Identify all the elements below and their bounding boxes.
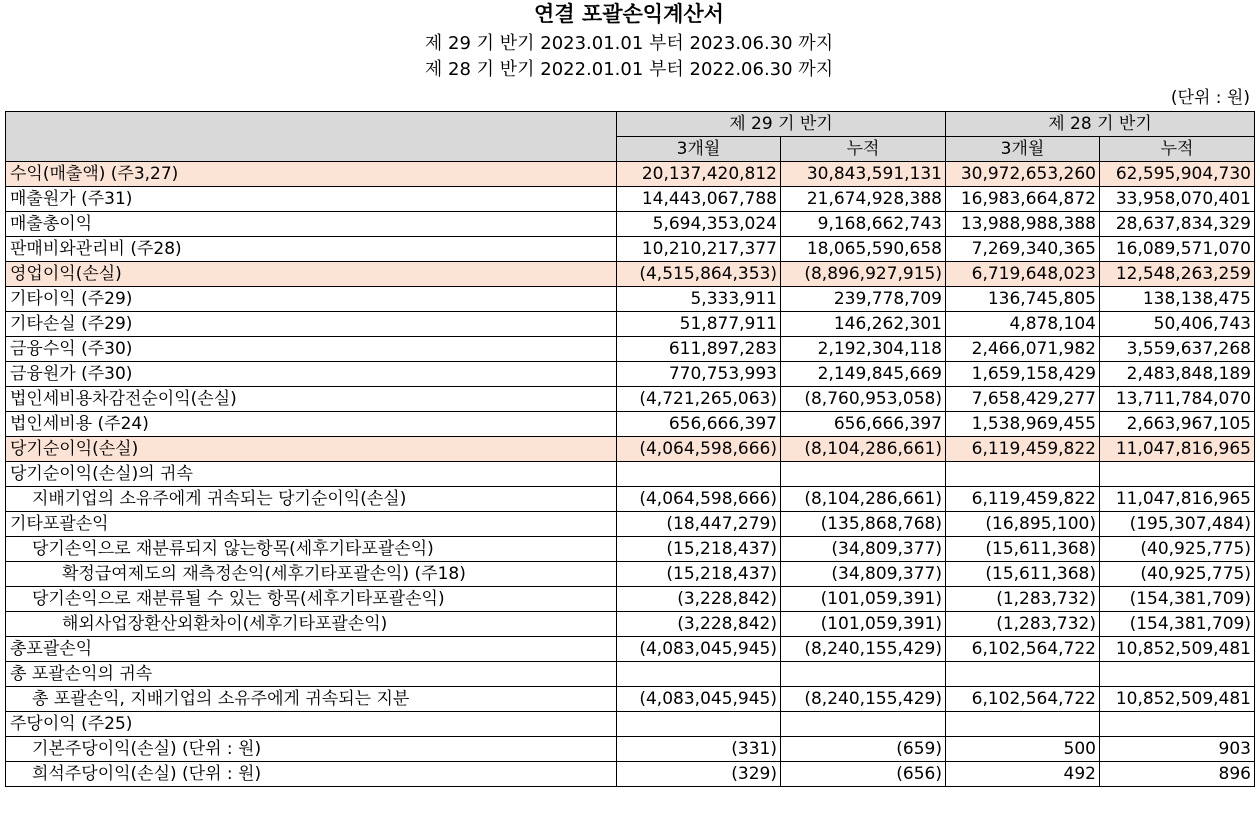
- row-value: 239,778,709: [781, 287, 946, 312]
- header-row-group: [6, 112, 1255, 137]
- row-value: 20,137,420,812: [617, 162, 781, 187]
- table-row: [6, 712, 1255, 737]
- row-value: [617, 462, 781, 487]
- row-value: (34,809,377): [781, 562, 946, 587]
- row-label: 기본주당이익(손실) (단위 : 원): [6, 737, 617, 762]
- row-value: (4,064,598,666): [617, 437, 781, 462]
- unit-label: (단위 : 원): [1170, 88, 1250, 108]
- row-value: (3,228,842): [617, 612, 781, 637]
- row-value: (195,307,484): [1100, 512, 1255, 537]
- row-value: 611,897,283: [617, 337, 781, 362]
- row-value: 21,674,928,388: [781, 187, 946, 212]
- row-value: (15,611,368): [946, 537, 1100, 562]
- table-row: [6, 687, 1255, 712]
- row-value: (8,240,155,429): [781, 637, 946, 662]
- row-label: 금융원가 (주30): [6, 362, 617, 387]
- row-label: 당기순이익(손실)의 귀속: [6, 462, 617, 487]
- row-value: 136,745,805: [946, 287, 1100, 312]
- row-value: (329): [617, 762, 781, 787]
- row-label: 주당이익 (주25): [6, 712, 617, 737]
- row-label: 총포괄손익: [6, 637, 617, 662]
- row-value: 2,663,967,105: [1100, 412, 1255, 437]
- row-value: 6,102,564,722: [946, 687, 1100, 712]
- row-value: 1,659,158,429: [946, 362, 1100, 387]
- row-value: (8,240,155,429): [781, 687, 946, 712]
- row-value: 4,878,104: [946, 312, 1100, 337]
- row-value: 896: [1100, 762, 1255, 787]
- row-value: 18,065,590,658: [781, 237, 946, 262]
- row-label: 확정급여제도의 재측정손익(세후기타포괄손익) (주18): [6, 562, 617, 587]
- row-label: 매출원가 (주31): [6, 187, 617, 212]
- row-value: 903: [1100, 737, 1255, 762]
- row-value: (8,896,927,915): [781, 262, 946, 287]
- row-value: 770,753,993: [617, 362, 781, 387]
- row-value: (4,064,598,666): [617, 487, 781, 512]
- table-row: [6, 612, 1255, 637]
- header-sub: 누적: [1100, 137, 1255, 162]
- table-row: [6, 737, 1255, 762]
- row-label: 당기손익으로 재분류되지 않는항목(세후기타포괄손익): [6, 537, 617, 562]
- table-row: [6, 437, 1255, 462]
- header-period-29: 제 29 기 반기: [617, 112, 946, 137]
- row-value: 28,637,834,329: [1100, 212, 1255, 237]
- table-row: [6, 662, 1255, 687]
- row-value: [617, 712, 781, 737]
- row-value: (331): [617, 737, 781, 762]
- row-label: 당기손익으로 재분류될 수 있는 항목(세후기타포괄손익): [6, 587, 617, 612]
- row-value: 1,538,969,455: [946, 412, 1100, 437]
- row-value: (101,059,391): [781, 612, 946, 637]
- row-value: 16,089,571,070: [1100, 237, 1255, 262]
- table-row: [6, 362, 1255, 387]
- table-row: [6, 162, 1255, 187]
- row-value: 10,852,509,481: [1100, 687, 1255, 712]
- row-value: (659): [781, 737, 946, 762]
- header-sub: 누적: [781, 137, 946, 162]
- row-value: 2,192,304,118: [781, 337, 946, 362]
- row-label: 법인세비용차감전순이익(손실): [6, 387, 617, 412]
- period-current: 제 29 기 반기 2023.01.01 부터 2023.06.30 까지: [424, 33, 834, 54]
- row-value: (16,895,100): [946, 512, 1100, 537]
- table-row: [6, 237, 1255, 262]
- row-value: [617, 662, 781, 687]
- row-value: 30,972,653,260: [946, 162, 1100, 187]
- row-value: 5,333,911: [617, 287, 781, 312]
- row-value: 5,694,353,024: [617, 212, 781, 237]
- row-value: 656,666,397: [617, 412, 781, 437]
- header-period-28: 제 28 기 반기: [946, 112, 1255, 137]
- table-row: [6, 762, 1255, 787]
- row-value: 13,988,988,388: [946, 212, 1100, 237]
- row-value: (15,218,437): [617, 537, 781, 562]
- table-row: [6, 412, 1255, 437]
- row-value: (40,925,775): [1100, 537, 1255, 562]
- row-value: 6,719,648,023: [946, 262, 1100, 287]
- row-value: 51,877,911: [617, 312, 781, 337]
- table-row: [6, 512, 1255, 537]
- row-value: (3,228,842): [617, 587, 781, 612]
- row-value: 33,958,070,401: [1100, 187, 1255, 212]
- row-label: 지배기업의 소유주에게 귀속되는 당기순이익(손실): [6, 487, 617, 512]
- row-value: (18,447,279): [617, 512, 781, 537]
- table-row: [6, 312, 1255, 337]
- row-label: 영업이익(손실): [6, 262, 617, 287]
- row-value: 16,983,664,872: [946, 187, 1100, 212]
- table-row: [6, 387, 1255, 412]
- row-value: (4,721,265,063): [617, 387, 781, 412]
- row-value: 3,559,637,268: [1100, 337, 1255, 362]
- row-value: 146,262,301: [781, 312, 946, 337]
- row-value: [1100, 462, 1255, 487]
- row-label: 기타손실 (주29): [6, 312, 617, 337]
- row-value: 500: [946, 737, 1100, 762]
- row-value: [781, 712, 946, 737]
- table-row: [6, 212, 1255, 237]
- row-value: (15,218,437): [617, 562, 781, 587]
- row-value: 62,595,904,730: [1100, 162, 1255, 187]
- row-label: 수익(매출액) (주3,27): [6, 162, 617, 187]
- row-label: 판매비와관리비 (주28): [6, 237, 617, 262]
- row-value: (4,515,864,353): [617, 262, 781, 287]
- row-value: 30,843,591,131: [781, 162, 946, 187]
- row-value: (4,083,045,945): [617, 637, 781, 662]
- row-value: 50,406,743: [1100, 312, 1255, 337]
- row-label: 법인세비용 (주24): [6, 412, 617, 437]
- table-row: [6, 462, 1255, 487]
- row-value: (8,104,286,661): [781, 487, 946, 512]
- row-label: 당기순이익(손실): [6, 437, 617, 462]
- table-row: [6, 337, 1255, 362]
- table-row: [6, 637, 1255, 662]
- row-value: (4,083,045,945): [617, 687, 781, 712]
- row-value: (40,925,775): [1100, 562, 1255, 587]
- row-label: 해외사업장환산외환차이(세후기타포괄손익): [6, 612, 617, 637]
- statement-title: 연결 포괄손익계산서: [534, 2, 724, 26]
- income-statement-table: [5, 111, 1255, 787]
- row-value: (15,611,368): [946, 562, 1100, 587]
- row-value: [1100, 662, 1255, 687]
- row-value: 656,666,397: [781, 412, 946, 437]
- row-value: 7,658,429,277: [946, 387, 1100, 412]
- row-value: 13,711,784,070: [1100, 387, 1255, 412]
- row-value: [781, 462, 946, 487]
- row-value: 6,119,459,822: [946, 487, 1100, 512]
- table-row: [6, 187, 1255, 212]
- row-value: (154,381,709): [1100, 587, 1255, 612]
- table-row: [6, 487, 1255, 512]
- row-value: 7,269,340,365: [946, 237, 1100, 262]
- row-value: 12,548,263,259: [1100, 262, 1255, 287]
- row-value: 10,852,509,481: [1100, 637, 1255, 662]
- row-value: (135,868,768): [781, 512, 946, 537]
- row-value: 14,443,067,788: [617, 187, 781, 212]
- row-label: 희석주당이익(손실) (단위 : 원): [6, 762, 617, 787]
- row-label: 총 포괄손익, 지배기업의 소유주에게 귀속되는 지분: [6, 687, 617, 712]
- header-sub: 3개월: [946, 137, 1100, 162]
- row-value: [946, 662, 1100, 687]
- row-value: 10,210,217,377: [617, 237, 781, 262]
- row-value: [946, 712, 1100, 737]
- table-row: [6, 587, 1255, 612]
- row-value: 2,466,071,982: [946, 337, 1100, 362]
- row-value: 138,138,475: [1100, 287, 1255, 312]
- row-value: [1100, 712, 1255, 737]
- table-row: [6, 262, 1255, 287]
- row-value: 11,047,816,965: [1100, 437, 1255, 462]
- row-label: 기타포괄손익: [6, 512, 617, 537]
- row-label: 매출총이익: [6, 212, 617, 237]
- table-row: [6, 537, 1255, 562]
- row-value: (101,059,391): [781, 587, 946, 612]
- row-label: 기타이익 (주29): [6, 287, 617, 312]
- row-value: (656): [781, 762, 946, 787]
- row-value: (154,381,709): [1100, 612, 1255, 637]
- row-value: (1,283,732): [946, 612, 1100, 637]
- row-label: 총 포괄손익의 귀속: [6, 662, 617, 687]
- header-sub: 3개월: [617, 137, 781, 162]
- period-prior: 제 28 기 반기 2022.01.01 부터 2022.06.30 까지: [424, 59, 834, 80]
- row-value: 6,102,564,722: [946, 637, 1100, 662]
- table-row: [6, 287, 1255, 312]
- row-value: 11,047,816,965: [1100, 487, 1255, 512]
- row-value: (8,760,953,058): [781, 387, 946, 412]
- row-value: 6,119,459,822: [946, 437, 1100, 462]
- header-corner: [6, 112, 617, 162]
- row-value: (34,809,377): [781, 537, 946, 562]
- row-value: [781, 662, 946, 687]
- row-label: 금융수익 (주30): [6, 337, 617, 362]
- row-value: 2,483,848,189: [1100, 362, 1255, 387]
- row-value: (8,104,286,661): [781, 437, 946, 462]
- table-row: [6, 562, 1255, 587]
- row-value: 2,149,845,669: [781, 362, 946, 387]
- row-value: (1,283,732): [946, 587, 1100, 612]
- row-value: [946, 462, 1100, 487]
- row-value: 9,168,662,743: [781, 212, 946, 237]
- row-value: 492: [946, 762, 1100, 787]
